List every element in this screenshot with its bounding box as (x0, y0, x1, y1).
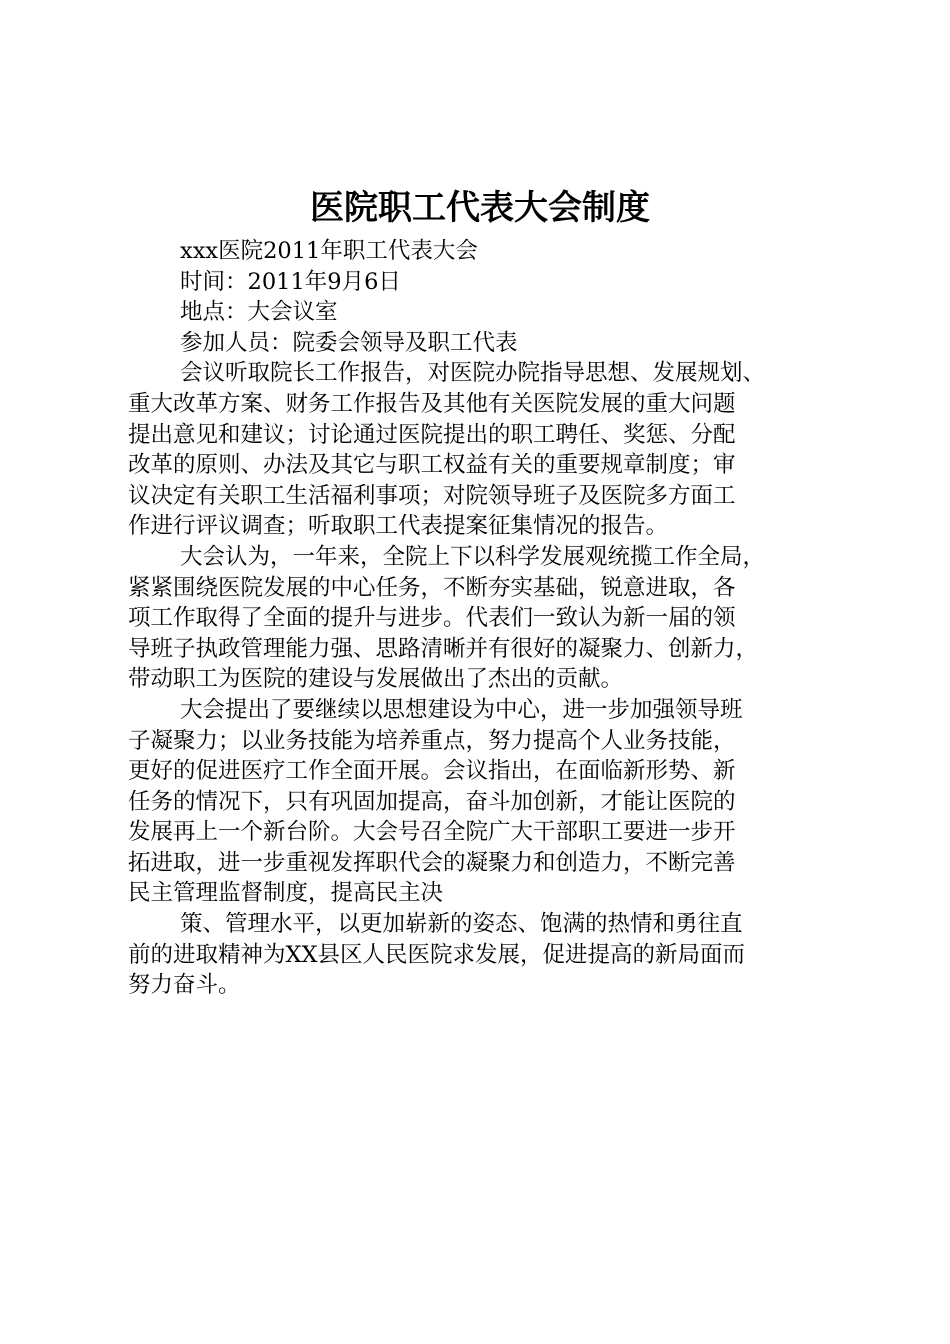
paragraph-line: 前的进取精神为XX县区人民医院求发展，促进提高的新局面而 (128, 941, 746, 968)
paragraph-line: 改革的原则、办法及其它与职工权益有关的重要规章制度；审 (128, 452, 736, 479)
paragraph-line: 会议听取院长工作报告，对医院办院指导思想、发展规划、 (180, 360, 766, 387)
paragraph-2 (128, 542, 858, 695)
paragraph-line: 努力奋斗。 (128, 972, 241, 999)
paragraph-4 (128, 909, 858, 1001)
paragraph-line: 带动职工为医院的建设与发展做出了杰出的贡献。 (128, 666, 624, 693)
paragraph-line: 议决定有关职工生活福利事项；对院领导班子及医院多方面工 (128, 482, 736, 509)
meta-line-time: 时间：2011年9月6日 (180, 268, 401, 295)
paragraph-line: 任务的情况下，只有巩固加提高，奋斗加创新，才能让医院的 (128, 788, 736, 815)
paragraph-line: 项工作取得了全面的提升与进步。代表们一致认为新一届的领 (128, 605, 736, 632)
paragraph-line: 提出意见和建议；讨论通过医院提出的职工聘任、奖惩、分配 (128, 421, 736, 448)
meta-line-meeting: xxx医院2011年职工代表大会 (180, 238, 478, 264)
document-title: 医院职工代表大会制度 (310, 188, 650, 228)
paragraph-line: 策、管理水平，以更加崭新的姿态、饱满的热情和勇往直 (180, 911, 743, 938)
paragraph-line: 拓进取，进一步重视发挥职代会的凝聚力和创造力，不断完善 (128, 849, 736, 876)
paragraph-line: 更好的促进医疗工作全面开展。会议指出，在面临新形势、新 (128, 758, 736, 785)
meta-line-attendees: 参加人员：院委会领导及职工代表 (180, 329, 518, 356)
paragraph-line: 民主管理监督制度，提高民主决 (128, 880, 444, 907)
document-body (128, 236, 858, 1001)
paragraph-line: 大会提出了要继续以思想建设为中心，进一步加强领导班 (180, 696, 743, 723)
paragraph-line: 子凝聚力；以业务技能为培养重点，努力提高个人业务技能， (128, 727, 736, 754)
paragraph-line: 发展再上一个新台阶。大会号召全院广大干部职工要进一步开 (128, 819, 736, 846)
paragraph-3 (128, 695, 858, 909)
paragraph-line: 大会认为，一年来，全院上下以科学发展观统揽工作全局， (180, 543, 766, 570)
paragraph-1 (128, 358, 858, 542)
paragraph-line: 作进行评议调查；听取职工代表提案征集情况的报告。 (128, 513, 669, 540)
paragraph-line: 重大改革方案、财务工作报告及其他有关医院发展的重大问题 (128, 390, 736, 417)
paragraph-line: 紧紧围绕医院发展的中心任务，不断夯实基础，锐意进取，各 (128, 574, 736, 601)
meta-line-location: 地点：大会议室 (180, 299, 338, 326)
paragraph-line: 导班子执政管理能力强、思路清晰并有很好的凝聚力、创新力， (128, 635, 759, 662)
